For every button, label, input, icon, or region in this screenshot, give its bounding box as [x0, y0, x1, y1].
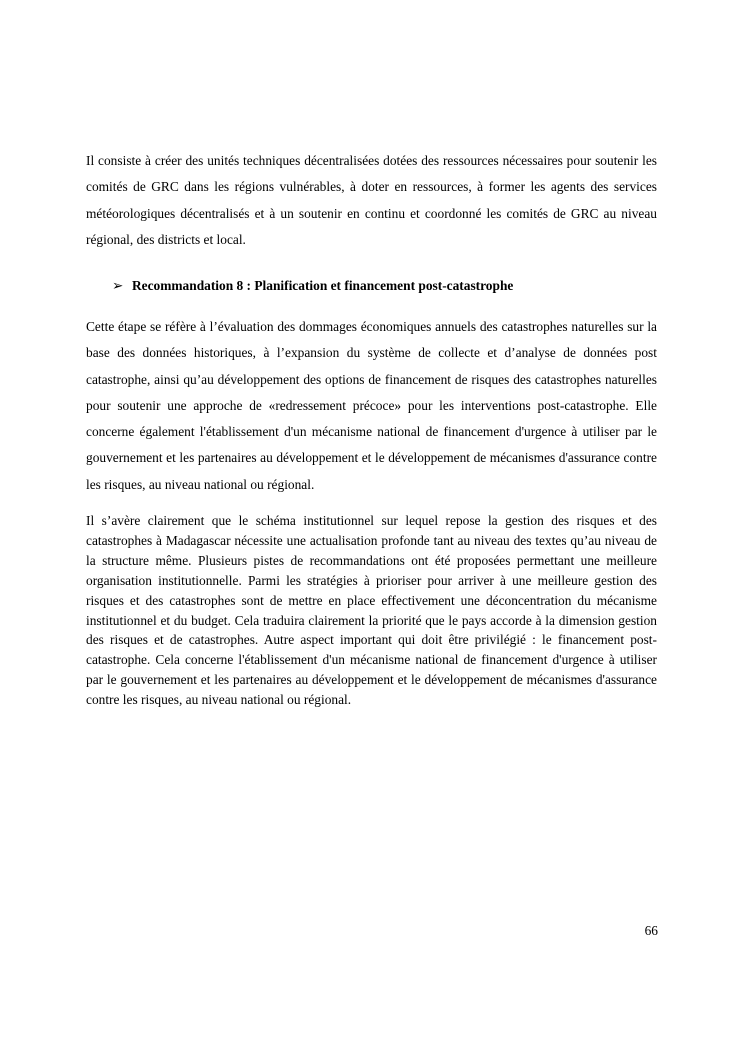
paragraph-recommendation-8: Cette étape se réfère à l’évaluation des dommages économiques annuels des catastrophes naturelles sur la base des données historiques, à l’expansion du système de collecte et d’analyse de données post catastrophe, ainsi qu’au développement des options de financement de risques des catastrophes naturelles pour soutenir une approche de «redressement précoce» pour les interventions post-catastrophe. Elle concerne également l'établissement d'un mécanisme national de financement d'urgence à utiliser par le gouvernement et les partenaires au développement et le développement de mécanismes d'assurance contre les risques, au niveau national ou régional.	[86, 319, 657, 492]
paragraph-conclusion: Il s’avère clairement que le schéma institutionnel sur lequel repose la gestion des risques et des catastrophes à Madagascar nécessite une actualisation profonde tant au niveau des textes qu’au niveau de la structure même. Plusieurs pistes de recommandations ont été proposées permettant une meilleure organisation institutionnelle. Parmi les stratégies à prioriser pour arriver à une meilleure gestion des risques et des catastrophes sont de mettre en place effectivement une déconcentration du mécanisme institutionnel et du budget. Cela traduira clairement la priorité que le pays accorde à la dimension gestion des risques et de catastrophes. Autre aspect important qui doit être privilégié : le financement post-catastrophe. Cela concerne l'établissement d'un mécanisme national de financement d'urgence à utiliser par le gouvernement et les partenaires au développement et le développement de mécanismes d'assurance contre les risques, au niveau national ou régional.	[86, 513, 657, 708]
arrow-bullet-icon: ➢	[112, 278, 124, 293]
recommendation-heading-text: Recommandation 8 : Planification et financement post-catastrophe	[132, 278, 514, 293]
page-number: 66	[644, 923, 658, 938]
paragraph-intro: Il consiste à créer des unités techniques décentralisées dotées des ressources nécessaires pour soutenir les comités de GRC dans les régions vulnérables, à doter en ressources, à former les agents des services météorologiques décentralisés et à un soutenir en continu et coordonné les comités de GRC au niveau régional, des districts et local.	[86, 153, 657, 247]
recommendation-heading	[112, 276, 672, 296]
